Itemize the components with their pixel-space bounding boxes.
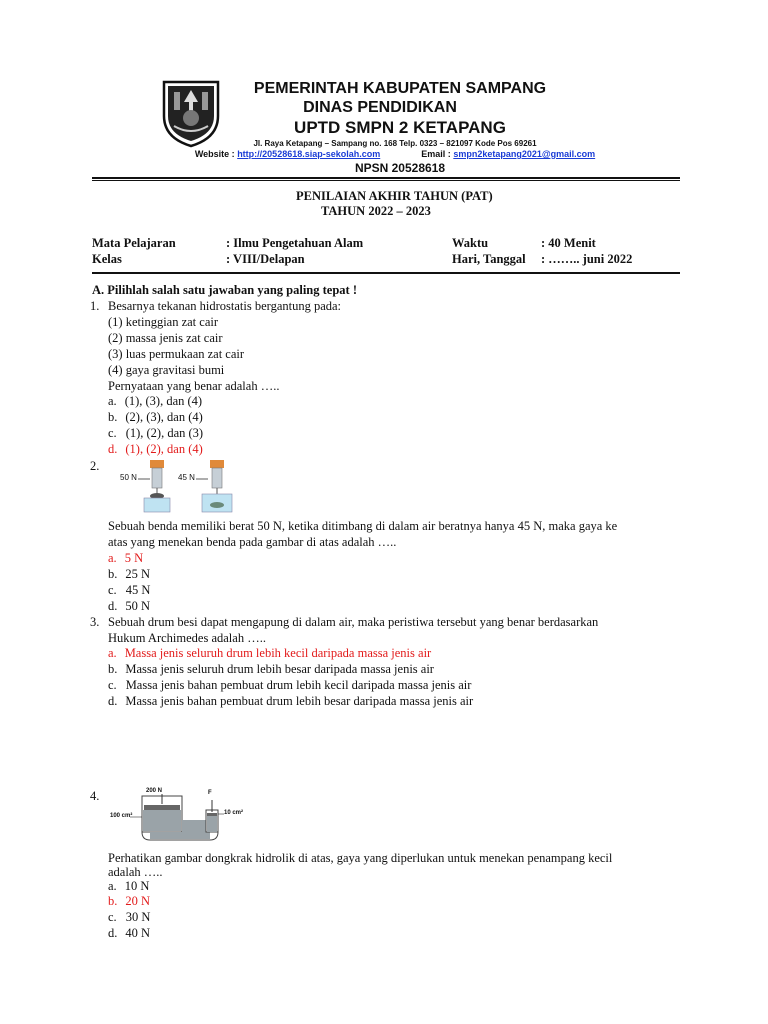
q2-option-b[interactable]: b. 25 N	[108, 567, 151, 581]
time-label: Waktu	[452, 236, 489, 250]
section-a-heading: A. Pilihlah salah satu jawaban yang paling tepat !	[92, 283, 357, 297]
q4-text-line1: Perhatikan gambar dongkrak hidrolik di atas, gaya yang diperlukan untuk menekan penampang kecil	[108, 851, 613, 865]
q1-statement-2: (2) massa jenis zat cair	[108, 331, 223, 345]
q2-option-a-correct[interactable]: a. 5 N	[108, 551, 144, 565]
exam-title: PENILAIAN AKHIR TAHUN (PAT)	[296, 189, 493, 203]
q2-figure-label-45n: 45 N	[178, 473, 195, 482]
header-divider	[92, 177, 680, 179]
q4-number: 4.	[90, 789, 100, 803]
q1-number: 1.	[90, 299, 100, 313]
q4-figure-force-small: F	[208, 790, 212, 796]
q1-prompt: Pernyataan yang benar adalah …..	[108, 379, 280, 393]
q2-option-d[interactable]: d. 50 N	[108, 599, 151, 613]
subject-value: : Ilmu Pengetahuan Alam	[226, 236, 364, 250]
q4-option-c[interactable]: c. 30 N	[108, 910, 151, 924]
time-value: : 40 Menit	[541, 236, 596, 250]
q2-number: 2.	[90, 459, 100, 473]
q1-option-d-correct[interactable]: d. (1), (2), dan (4)	[108, 442, 203, 456]
q3-number: 3.	[90, 615, 100, 629]
q4-option-b-correct[interactable]: b. 20 N	[108, 894, 151, 908]
email-label: Email :	[421, 149, 451, 159]
email-link[interactable]: smpn2ketapang2021@gmail.com	[453, 149, 596, 159]
q3-option-c[interactable]: c. Massa jenis bahan pembuat drum lebih kecil daripada massa jenis air	[108, 678, 472, 692]
header-department: DINAS PENDIDIKAN	[303, 99, 457, 116]
exam-year: TAHUN 2022 – 2023	[321, 204, 431, 218]
q3-text-line2: Hukum Archimedes adalah …..	[108, 631, 266, 645]
q2-figure-arrows	[138, 476, 218, 482]
q1-statement-1: (1) ketinggian zat cair	[108, 315, 219, 329]
q1-statement-4: (4) gaya gravitasi bumi	[108, 363, 225, 377]
subject-label: Mata Pelajaran	[92, 236, 176, 250]
q1-option-b[interactable]: b. (2), (3), dan (4)	[108, 410, 203, 424]
q1-option-a[interactable]: a. (1), (3), dan (4)	[108, 394, 203, 408]
class-value: : VIII/Delapan	[226, 252, 305, 266]
q1-option-c[interactable]: c. (1), (2), dan (3)	[108, 426, 204, 440]
website-label: Website :	[194, 149, 235, 159]
spring-scale-figure	[112, 458, 242, 514]
q3-option-a-correct[interactable]: a. Massa jenis seluruh drum lebih kecil daripada massa jenis air	[108, 646, 432, 660]
q4-figure-force-big: 200 N	[146, 788, 163, 794]
q4-option-d[interactable]: d. 40 N	[108, 926, 151, 940]
q3-text-line1: Sebuah drum besi dapat mengapung di dalam air, maka peristiwa tersebut yang benar berdasarkan	[108, 615, 599, 629]
q1-text: Besarnya tekanan hidrostatis bergantung pada:	[108, 299, 342, 313]
header-school: UPTD SMPN 2 KETAPANG	[294, 118, 506, 137]
header-government: PEMERINTAH KABUPATEN SAMPANG	[253, 80, 547, 97]
header-npsn: NPSN 20528618	[354, 161, 446, 175]
date-label: Hari, Tanggal	[452, 252, 526, 266]
q3-option-b[interactable]: b. Massa jenis seluruh drum lebih besar daripada massa jenis air	[108, 662, 434, 676]
q4-figure-area-big: 100 cm²	[110, 813, 133, 819]
q3-option-d[interactable]: d. Massa jenis bahan pembuat drum lebih besar daripada massa jenis air	[108, 694, 474, 708]
header-contact	[140, 149, 650, 159]
website-link[interactable]: http://20528618.siap-sekolah.com	[237, 149, 381, 159]
q2-text-line2: atas yang menekan benda pada gambar di atas adalah …..	[108, 535, 397, 549]
header-address: Jl. Raya Ketapang – Sampang no. 168 Telp. 0323 – 821097 Kode Pos 69261	[253, 139, 537, 148]
q4-text-line2: adalah …..	[108, 865, 163, 879]
q2-text-line1: Sebuah benda memiliki berat 50 N, ketika ditimbang di dalam air beratnya hanya 45 N, maka gaya ke	[108, 519, 618, 533]
q4-option-a[interactable]: a. 10 N	[108, 879, 150, 893]
q4-figure-area-small: 10 cm²	[224, 810, 244, 816]
class-label: Kelas	[92, 252, 122, 266]
q2-option-c[interactable]: c. 45 N	[108, 583, 151, 597]
header-divider-thin	[92, 180, 680, 181]
q2-figure-label-50n: 50 N	[120, 473, 137, 482]
q1-statement-3: (3) luas permukaan zat cair	[108, 347, 245, 361]
date-value: : …….. juni 2022	[541, 252, 633, 266]
info-divider	[92, 272, 680, 274]
